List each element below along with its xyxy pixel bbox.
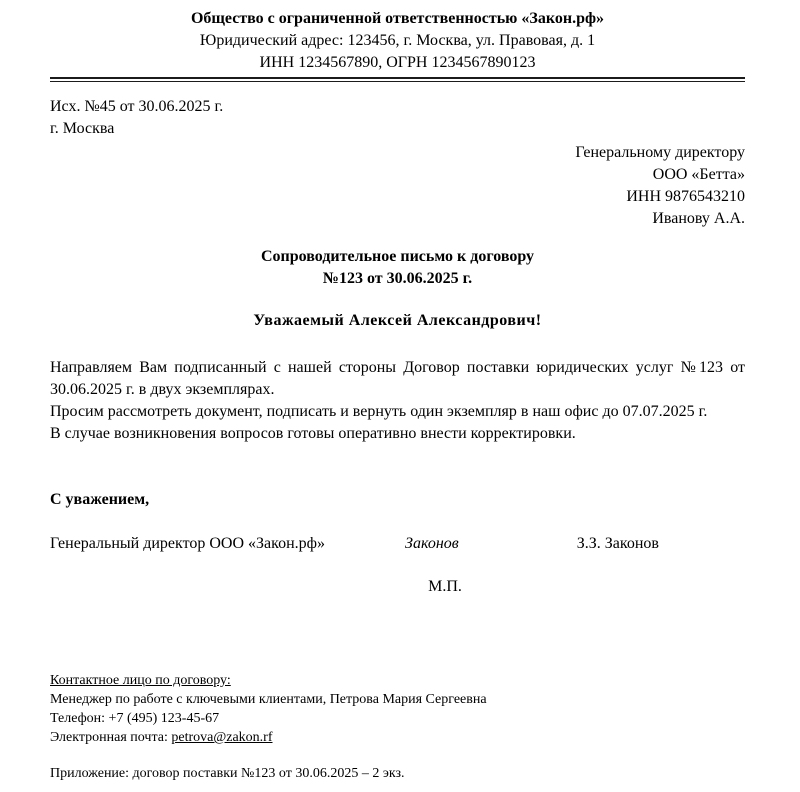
- divider-thick-line: [50, 77, 745, 79]
- contact-heading: Контактное лицо по договору:: [50, 673, 231, 688]
- signature-row: [50, 533, 745, 555]
- closing-phrase: С уважением,: [50, 491, 150, 508]
- email-link[interactable]: petrova@zakon.rf: [171, 730, 273, 745]
- attachment-note: Приложение: договор поставки №123 от 30.06.2025 – 2 экз.: [50, 766, 405, 781]
- body-paragraph-2: Просим рассмотреть документ, подписать и вернуть один экземпляр в наш офис до 07.07.2025 г.: [50, 403, 708, 420]
- contact-phone: Телефон: +7 (495) 123-45-67: [50, 711, 220, 726]
- seal-mark: М.П.: [428, 578, 462, 595]
- divider-thin-line: [50, 81, 745, 82]
- body-paragraph-3: В случае возникновения вопросов готовы оперативно внести корректировки.: [50, 425, 576, 442]
- signer-name: З.З. Законов: [576, 535, 659, 552]
- recipient-title: Генеральному директору: [575, 144, 745, 161]
- recipient-block: [50, 142, 745, 230]
- header-divider: [50, 77, 745, 82]
- recipient-inn: ИНН 9876543210: [626, 188, 745, 205]
- letter-document: [50, 8, 745, 783]
- email-label: Электронная почта:: [50, 730, 172, 745]
- letter-body: [50, 357, 745, 445]
- recipient-person: Иванову А.А.: [652, 210, 745, 227]
- signer-position: Генеральный директор ООО «Закон.рф»: [50, 535, 326, 552]
- contact-person: Менеджер по работе с ключевыми клиентами, Петрова Мария Сергеевна: [50, 692, 487, 707]
- contact-email-line: [50, 728, 745, 747]
- reference-city: г. Москва: [50, 120, 115, 137]
- outgoing-number: Исх. №45 от 30.06.2025 г.: [50, 98, 224, 115]
- signature-autograph: Законов: [405, 535, 459, 552]
- company-address: Юридический адрес: 123456, г. Москва, ул. Правовая, д. 1: [199, 32, 596, 49]
- company-name: Общество с ограниченной ответственностью «Закон.рф»: [190, 10, 605, 27]
- subject-line-1: Сопроводительное письмо к договору: [260, 248, 535, 265]
- recipient-company: ООО «Бетта»: [652, 166, 745, 183]
- contact-block: [50, 671, 745, 747]
- body-paragraph-1: Направляем Вам подписанный с нашей стороны Договор поставки юридических услуг №123 от 30.06.2025 г. в двух экземплярах.: [50, 359, 745, 398]
- letter-subject: [50, 246, 745, 290]
- greeting: Уважаемый Алексей Александрович!: [253, 312, 542, 329]
- subject-line-2: №123 от 30.06.2025 г.: [322, 270, 473, 287]
- company-registration: ИНН 1234567890, ОГРН 1234567890123: [259, 54, 536, 71]
- letterhead: [50, 8, 745, 74]
- reference-block: [50, 96, 745, 140]
